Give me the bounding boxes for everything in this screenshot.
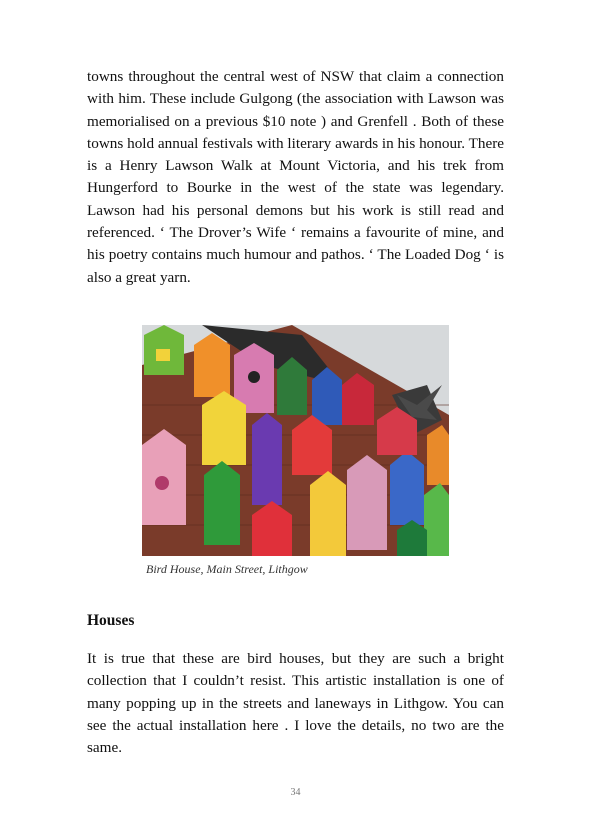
bird-house-photo	[142, 325, 449, 556]
figure-caption: Bird House, Main Street, Lithgow	[146, 562, 308, 576]
body-paragraph: towns throughout the central west of NSW that claim a connection with him. These include Gulgong (the association with Lawson was memorialised on a previous $10 note ) and Grenfell . Both of these towns hold annual festivals with literary awards in his honour. There is a Henry Lawson Walk at Mount Victoria, and his trek from Hungerford to Bourke in the west of the state was legendary. Lawson had his personal demons but his work is still read and referenced. ‘ The Drover’s Wife ‘ remains a favourite of mine, and his poetry contains much humour and pathos. ‘ The Loaded Dog ‘ is also a great yarn.	[87, 68, 504, 286]
section-heading: Houses	[87, 612, 135, 629]
section-paragraph: It is true that these are bird houses, but they are such a bright collection that I couldn’t resist. This artistic installation is one of many popping up in the streets and laneways in Lithgow. You can see the actual installation here . I love the details, no two are the same.	[87, 650, 504, 757]
page-number: 34	[290, 787, 301, 798]
